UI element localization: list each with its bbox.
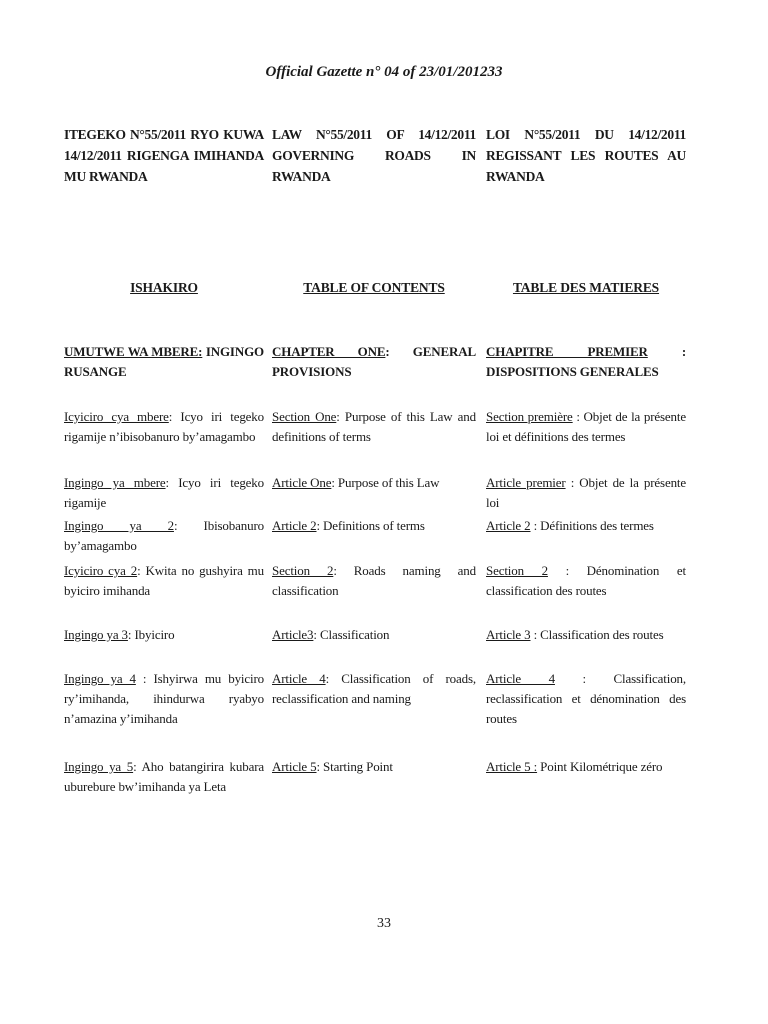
toc-entry-french [486, 625, 686, 645]
entry-text: : Starting Point [316, 759, 393, 774]
entry-ref: Article 3 [486, 627, 531, 642]
entry-ref: Article 4 [486, 671, 555, 686]
entry-text: INGINGO RUSANGE [64, 344, 265, 379]
toc-entry-english [272, 669, 476, 709]
entry-text: : Objet de la présente loi [486, 475, 687, 510]
entry-ref: Article premier [486, 475, 566, 490]
gazette-header: Official Gazette n° 04 of 23/01/201233 [265, 64, 503, 80]
toc-heading-french: TABLE DES MATIERES [512, 280, 660, 295]
page-number: 33 [377, 916, 391, 931]
entry-text: Point Kilométrique zéro [537, 759, 663, 774]
entry-ref: Article 2 [486, 518, 531, 533]
entry-ref: Section 2 [486, 563, 548, 578]
entry-ref: CHAPTER ONE [272, 344, 386, 359]
entry-text: : Icyo iri tegeko rigamije n’ibisobanuro by’amagambo [64, 409, 264, 444]
entry-ref: Section One [272, 409, 337, 424]
entry-text: : Roads naming and classification [272, 563, 476, 598]
toc-entry-kinyarwanda [64, 516, 264, 556]
entry-ref: Article 4 [272, 671, 326, 686]
toc-heading-english: TABLE OF CONTENTS [303, 280, 445, 295]
title-english: LAW N°55/2011 OF 14/12/2011 GOVERNING ROADS IN RWANDA [272, 127, 476, 184]
toc-entry-french [486, 473, 686, 513]
entry-ref: Ingingo ya 2 [64, 518, 174, 533]
toc-entry-kinyarwanda [64, 407, 264, 447]
entry-ref: Article 2 [272, 518, 317, 533]
toc-entry-french [486, 561, 686, 601]
toc-entry-english [272, 342, 476, 382]
entry-text: : Définitions des termes [530, 518, 654, 533]
toc-entry-kinyarwanda [64, 473, 264, 513]
toc-entry-kinyarwanda [64, 669, 264, 729]
entry-text: : GENERAL PROVISIONS [272, 344, 476, 379]
title-french: LOI N°55/2011 DU 14/12/2011 REGISSANT LES ROUTES AU RWANDA [486, 127, 686, 184]
toc-entry-french [486, 516, 686, 536]
entry-ref: Icyiciro cya mbere [64, 409, 169, 424]
toc-entry-english [272, 561, 476, 601]
entry-text: : Icyo iri tegeko rigamije [64, 475, 264, 510]
toc-entry-french [486, 342, 686, 382]
toc-entry-kinyarwanda [64, 757, 264, 797]
entry-ref: Ingingo ya 3 [64, 627, 128, 642]
entry-text: : Classification [313, 627, 390, 642]
entry-text: : Definitions of terms [316, 518, 425, 533]
toc-entry-kinyarwanda [64, 561, 264, 601]
entry-ref: Section première [486, 409, 573, 424]
toc-entry-english [272, 407, 476, 447]
entry-ref: Ingingo ya 4 [64, 671, 136, 686]
entry-text: : Classification of roads, reclassification and naming [272, 671, 476, 706]
toc-entry-english [272, 516, 476, 536]
entry-text: : Purpose of this Law [331, 475, 440, 490]
toc-entry-french [486, 757, 686, 777]
entry-text: : DISPOSITIONS GENERALES [486, 344, 687, 379]
entry-text: : Purpose of this Law and definitions of terms [272, 409, 476, 444]
toc-entry-french [486, 669, 686, 729]
entry-text: : Aho batangirira kubara uburebure bw’imihanda ya Leta [64, 759, 264, 794]
entry-ref: CHAPITRE PREMIER [486, 344, 648, 359]
entry-text: : Kwita no gushyira mu byiciro imihanda [64, 563, 264, 598]
entry-text: : Ishyirwa mu byiciro ry’imihanda, ihindurwa ryabyo n’amazina y’imihanda [64, 671, 264, 726]
entry-ref: Ingingo ya mbere [64, 475, 166, 490]
entry-text: : Ibisobanuro by’amagambo [64, 518, 264, 553]
toc-entry-english [272, 625, 476, 645]
entry-ref: Ingingo ya 5 [64, 759, 134, 774]
entry-text: : Ibyiciro [127, 627, 175, 642]
entry-ref: Icyiciro cya 2 [64, 563, 138, 578]
entry-ref: Article One [272, 475, 332, 490]
entry-ref: Article 5 [272, 759, 317, 774]
toc-entry-english [272, 473, 476, 493]
entry-ref: Article 5 : [486, 759, 538, 774]
entry-ref: Section 2 [272, 563, 334, 578]
toc-entry-french [486, 407, 686, 447]
toc-entry-english [272, 757, 476, 777]
title-kinyarwanda: ITEGEKO N°55/2011 RYO KUWA 14/12/2011 RIGENGA IMIHANDA MU RWANDA [64, 127, 264, 184]
entry-text: : Objet de la présente loi et définitions des termes [486, 409, 686, 444]
entry-ref: UMUTWE WA MBERE: [64, 344, 203, 359]
entry-ref: Article3 [272, 627, 314, 642]
toc-heading-kinyarwanda: ISHAKIRO [130, 280, 198, 295]
entry-text: : Classification des routes [530, 627, 664, 642]
entry-text: : Dénomination et classification des routes [486, 563, 686, 598]
toc-entry-kinyarwanda [64, 342, 264, 382]
entry-text: : Classification, reclassification et dénomination des routes [486, 671, 686, 726]
toc-entry-kinyarwanda [64, 625, 264, 645]
